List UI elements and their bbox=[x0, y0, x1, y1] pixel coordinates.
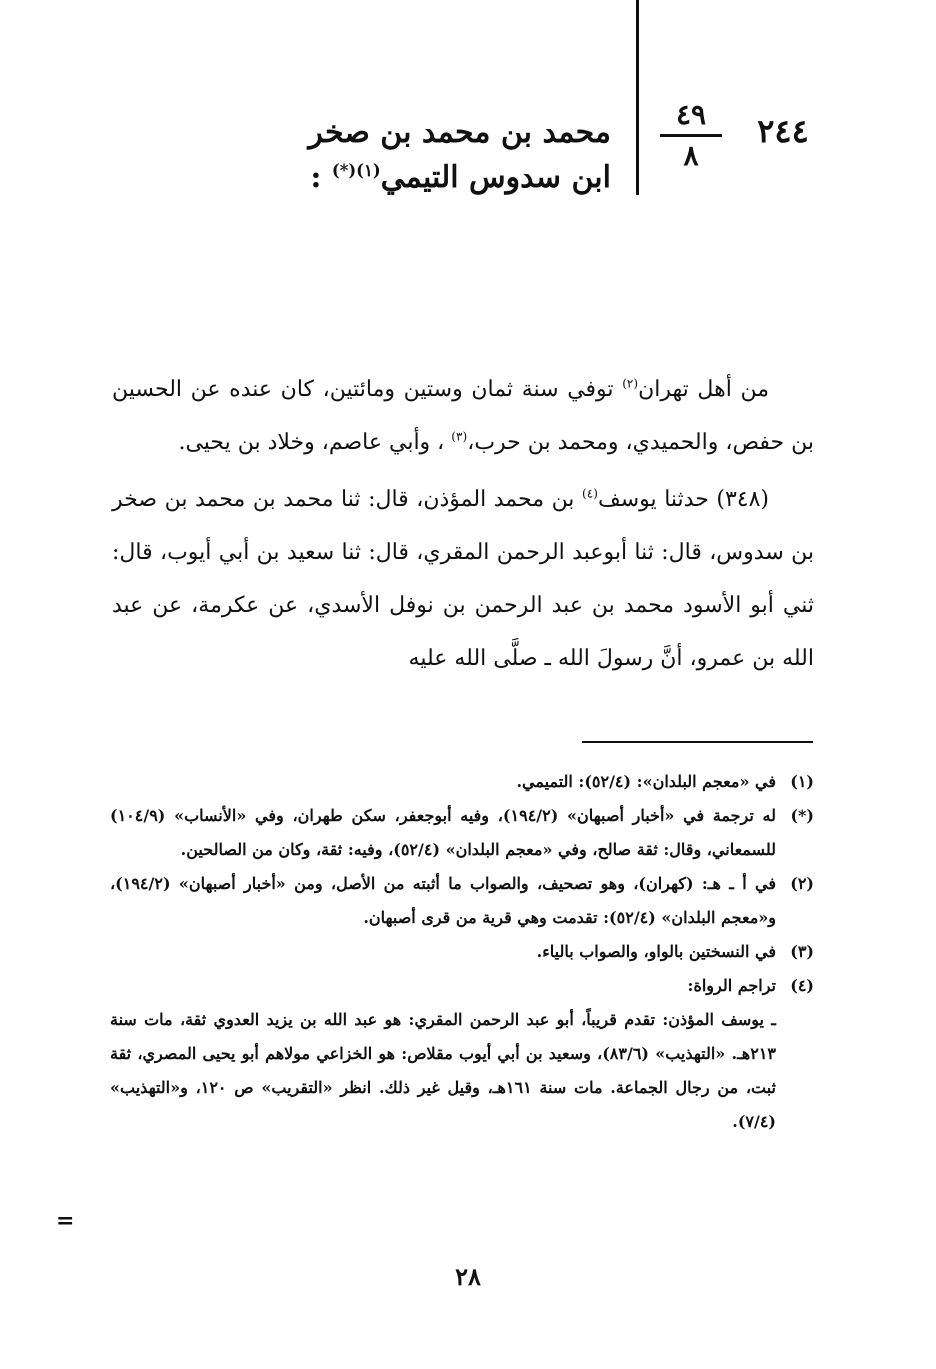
footnote-4 bbox=[110, 969, 814, 1003]
footnote-2 bbox=[110, 867, 814, 935]
paragraph-biography bbox=[112, 363, 814, 469]
footnote-mark: (١) bbox=[790, 772, 814, 791]
entry-title-line1: محمد بن محمد بن صخر bbox=[308, 115, 611, 150]
footnote-ref: (٢) bbox=[622, 376, 639, 391]
footnote-mark: (٤) bbox=[790, 976, 814, 995]
header-vertical-rule bbox=[636, 0, 639, 195]
footnotes bbox=[110, 765, 814, 1139]
footnote-text: في أ ـ هـ: (كهران)، وهو تصحيف، والصواب ما أثبته من الأصل، ومن «أخبار أصبهان» (١٩٤/٢)، و«معجم البلدان» (٥٢/٤): تقدمت وهي قرية من قرى أصبهان. bbox=[110, 874, 776, 927]
fraction-bar bbox=[660, 134, 722, 137]
para1-seg: من أهل تهران bbox=[638, 377, 769, 402]
fraction-top: ٤٩ bbox=[675, 98, 707, 131]
margin-continuation-mark: = bbox=[56, 1208, 75, 1234]
para2-seg: بن محمد المؤذن، قال: ثنا محمد بن محمد بن صخر بن سدوس، قال: ثنا أبوعبد الرحمن المقري، قال: ثنا سعيد بن أبي أيوب، قال: ثني أبو الأسود محمد بن عبد الرحمن بن نوفل الأسدي، عن عكرمة، عن عبد الله بن عمرو، أنَّ رسولَ الله ـ صلَّى الله عليه bbox=[112, 487, 814, 671]
footnote-ref: (٤) bbox=[582, 486, 598, 501]
footnote-3 bbox=[110, 935, 814, 969]
footnote-text: في النسختين بالواو، والصواب بالياء. bbox=[536, 942, 776, 961]
entry-title-line2-text: ابن سدوس التيمي bbox=[380, 160, 611, 195]
footnote-mark: (٣) bbox=[790, 942, 814, 961]
footnote-text: له ترجمة في «أخبار أصبهان» (١٩٤/٢)، وفيه أبوجعفر، سكن طهران، وفي «الأنساب» (١٠٤/٩) للسمعاني، وقال: ثقة صالح، وفي «معجم البلدان» (٥٢/٤)، وفيه: ثقة، وكان من الصالحين. bbox=[110, 806, 777, 859]
footnote-text: تراجم الرواة: bbox=[687, 976, 776, 995]
page-number: ٢٨ bbox=[455, 1262, 481, 1291]
footnote-ref: (٣) bbox=[451, 429, 468, 444]
volume-page-fraction bbox=[660, 98, 722, 173]
footnote-text: في «معجم البلدان»: (٥٢/٤): التميمي. bbox=[516, 772, 776, 791]
para2-seg: (٣٤٨) حدثنا يوسف bbox=[597, 487, 769, 512]
entry-title-line2-end: : bbox=[310, 160, 332, 195]
main-text bbox=[112, 363, 814, 685]
paragraph-hadith bbox=[112, 473, 814, 685]
entry-number: ٢٤٤ bbox=[757, 112, 809, 150]
footnote-text: ـ يوسف المؤذن: تقدم قريباً، أبو عبد الرحمن المقري: هو عبد الله بن يزيد العدوي ثقة، مات سنة ٢١٣هـ. «التهذيب» (٨٣/٦)، وسعيد بن أبي أيوب مقلاص: هو الخزاعي مولاهم أبو يحيى المصري، ثقة ثبت، من رجال الجماعة. مات سنة ١٦١هـ، وقيل غير ذلك. انظر «التقريب» ص ١٢٠، و«التهذيب» (٧/٤). bbox=[110, 1010, 777, 1131]
footnote-4-narrators bbox=[110, 1003, 814, 1139]
entry-title-footnote-ref: (١)(*) bbox=[331, 161, 381, 180]
para1-seg: توفي سنة ثمان وستين ومائتين، كان عنده عن الحسين بن حفص، والحميدي، ومحمد بن حرب، bbox=[112, 377, 814, 455]
fraction-bottom: ٨ bbox=[683, 139, 699, 172]
footnote-mark bbox=[776, 1003, 814, 1139]
footnote-separator bbox=[582, 741, 813, 743]
footnote-star bbox=[110, 799, 814, 867]
para1-seg: ، وأبي عاصم، وخلاد بن يحيى. bbox=[178, 430, 452, 455]
footnote-mark: (*) bbox=[790, 806, 814, 825]
entry-title-line2 bbox=[191, 160, 611, 195]
footnote-mark: (٢) bbox=[790, 874, 814, 893]
footnote-1 bbox=[110, 765, 814, 799]
